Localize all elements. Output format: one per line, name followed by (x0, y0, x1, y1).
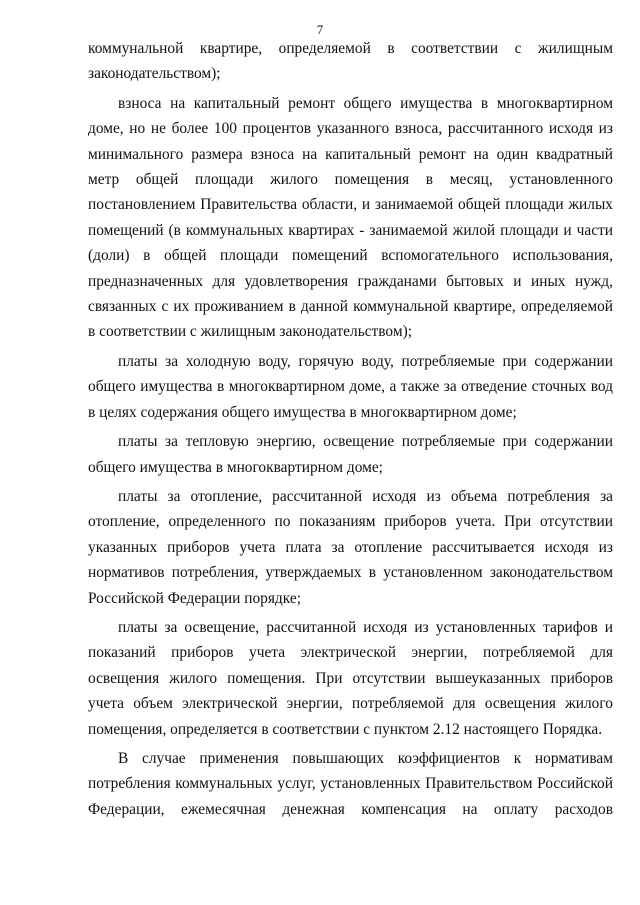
paragraph-lighting-fee: платы за освещение, рассчитанной исходя из установленных тарифов и показаний приборов учета электрической энергии, потребляемой для освещения жилого помещения. При отсутствии вышеуказанных приборов учета объем электрической энергии, потребляемой для освещения жилого помещения, определяется в соответствии с пунктом 2.12 настоящего Порядка. (88, 618, 613, 738)
page-number: 7 (316, 22, 324, 37)
paragraph-increasing-coefficients: В случае применения повышающих коэффициентов к нормативам потребления коммунальных услуг, установленных Правительством Российской Федерации, ежемесячная денежная компенсация на оплату расходов (88, 749, 613, 818)
paragraph-continuation: коммунальной квартире, определяемой в соответствии с жилищным законодательством); (88, 40, 613, 83)
paragraph-water-fees: платы за холодную воду, горячую воду, потребляемые при содержании общего имущества в многоквартирном доме, а также за отведение сточных вод в целях содержания общего имущества в многоквартирном доме; (88, 352, 613, 421)
paragraph-heat-lighting-common: платы за тепловую энергию, освещение потребляемые при содержании общего имущества в многоквартирном доме; (88, 433, 613, 476)
paragraph-capital-repair-fee: взноса на капитальный ремонт общего имущества в многоквартирном доме, но не более 100 процентов указанного взноса, рассчитанного исходя из минимального размера взноса на капитальный ремонт на один квадратный метр общей площади жилого помещения в месяц, установленного постановлением Правительства области, и занимаемой общей площади жилых помещений (в коммунальных квартирах - занимаемой жилой площади и части (доли) в общей площади помещений вспомогательного использования, предназначенных для удовлетворения гражданами бытовых и иных нужд, связанных с их проживанием в данной коммунальной квартире, определяемой в соответствии с жилищным законодательством); (88, 94, 613, 341)
paragraph-heating-fee: платы за отопление, рассчитанной исходя из объема потребления за отопление, определенного по показаниям приборов учета. При отсутствии указанных приборов учета плата за отопление рассчитывается исходя из нормативов потребления, утверждаемых в установленном законодательством Российской Федерации порядке; (88, 487, 613, 607)
document-body (88, 36, 613, 826)
